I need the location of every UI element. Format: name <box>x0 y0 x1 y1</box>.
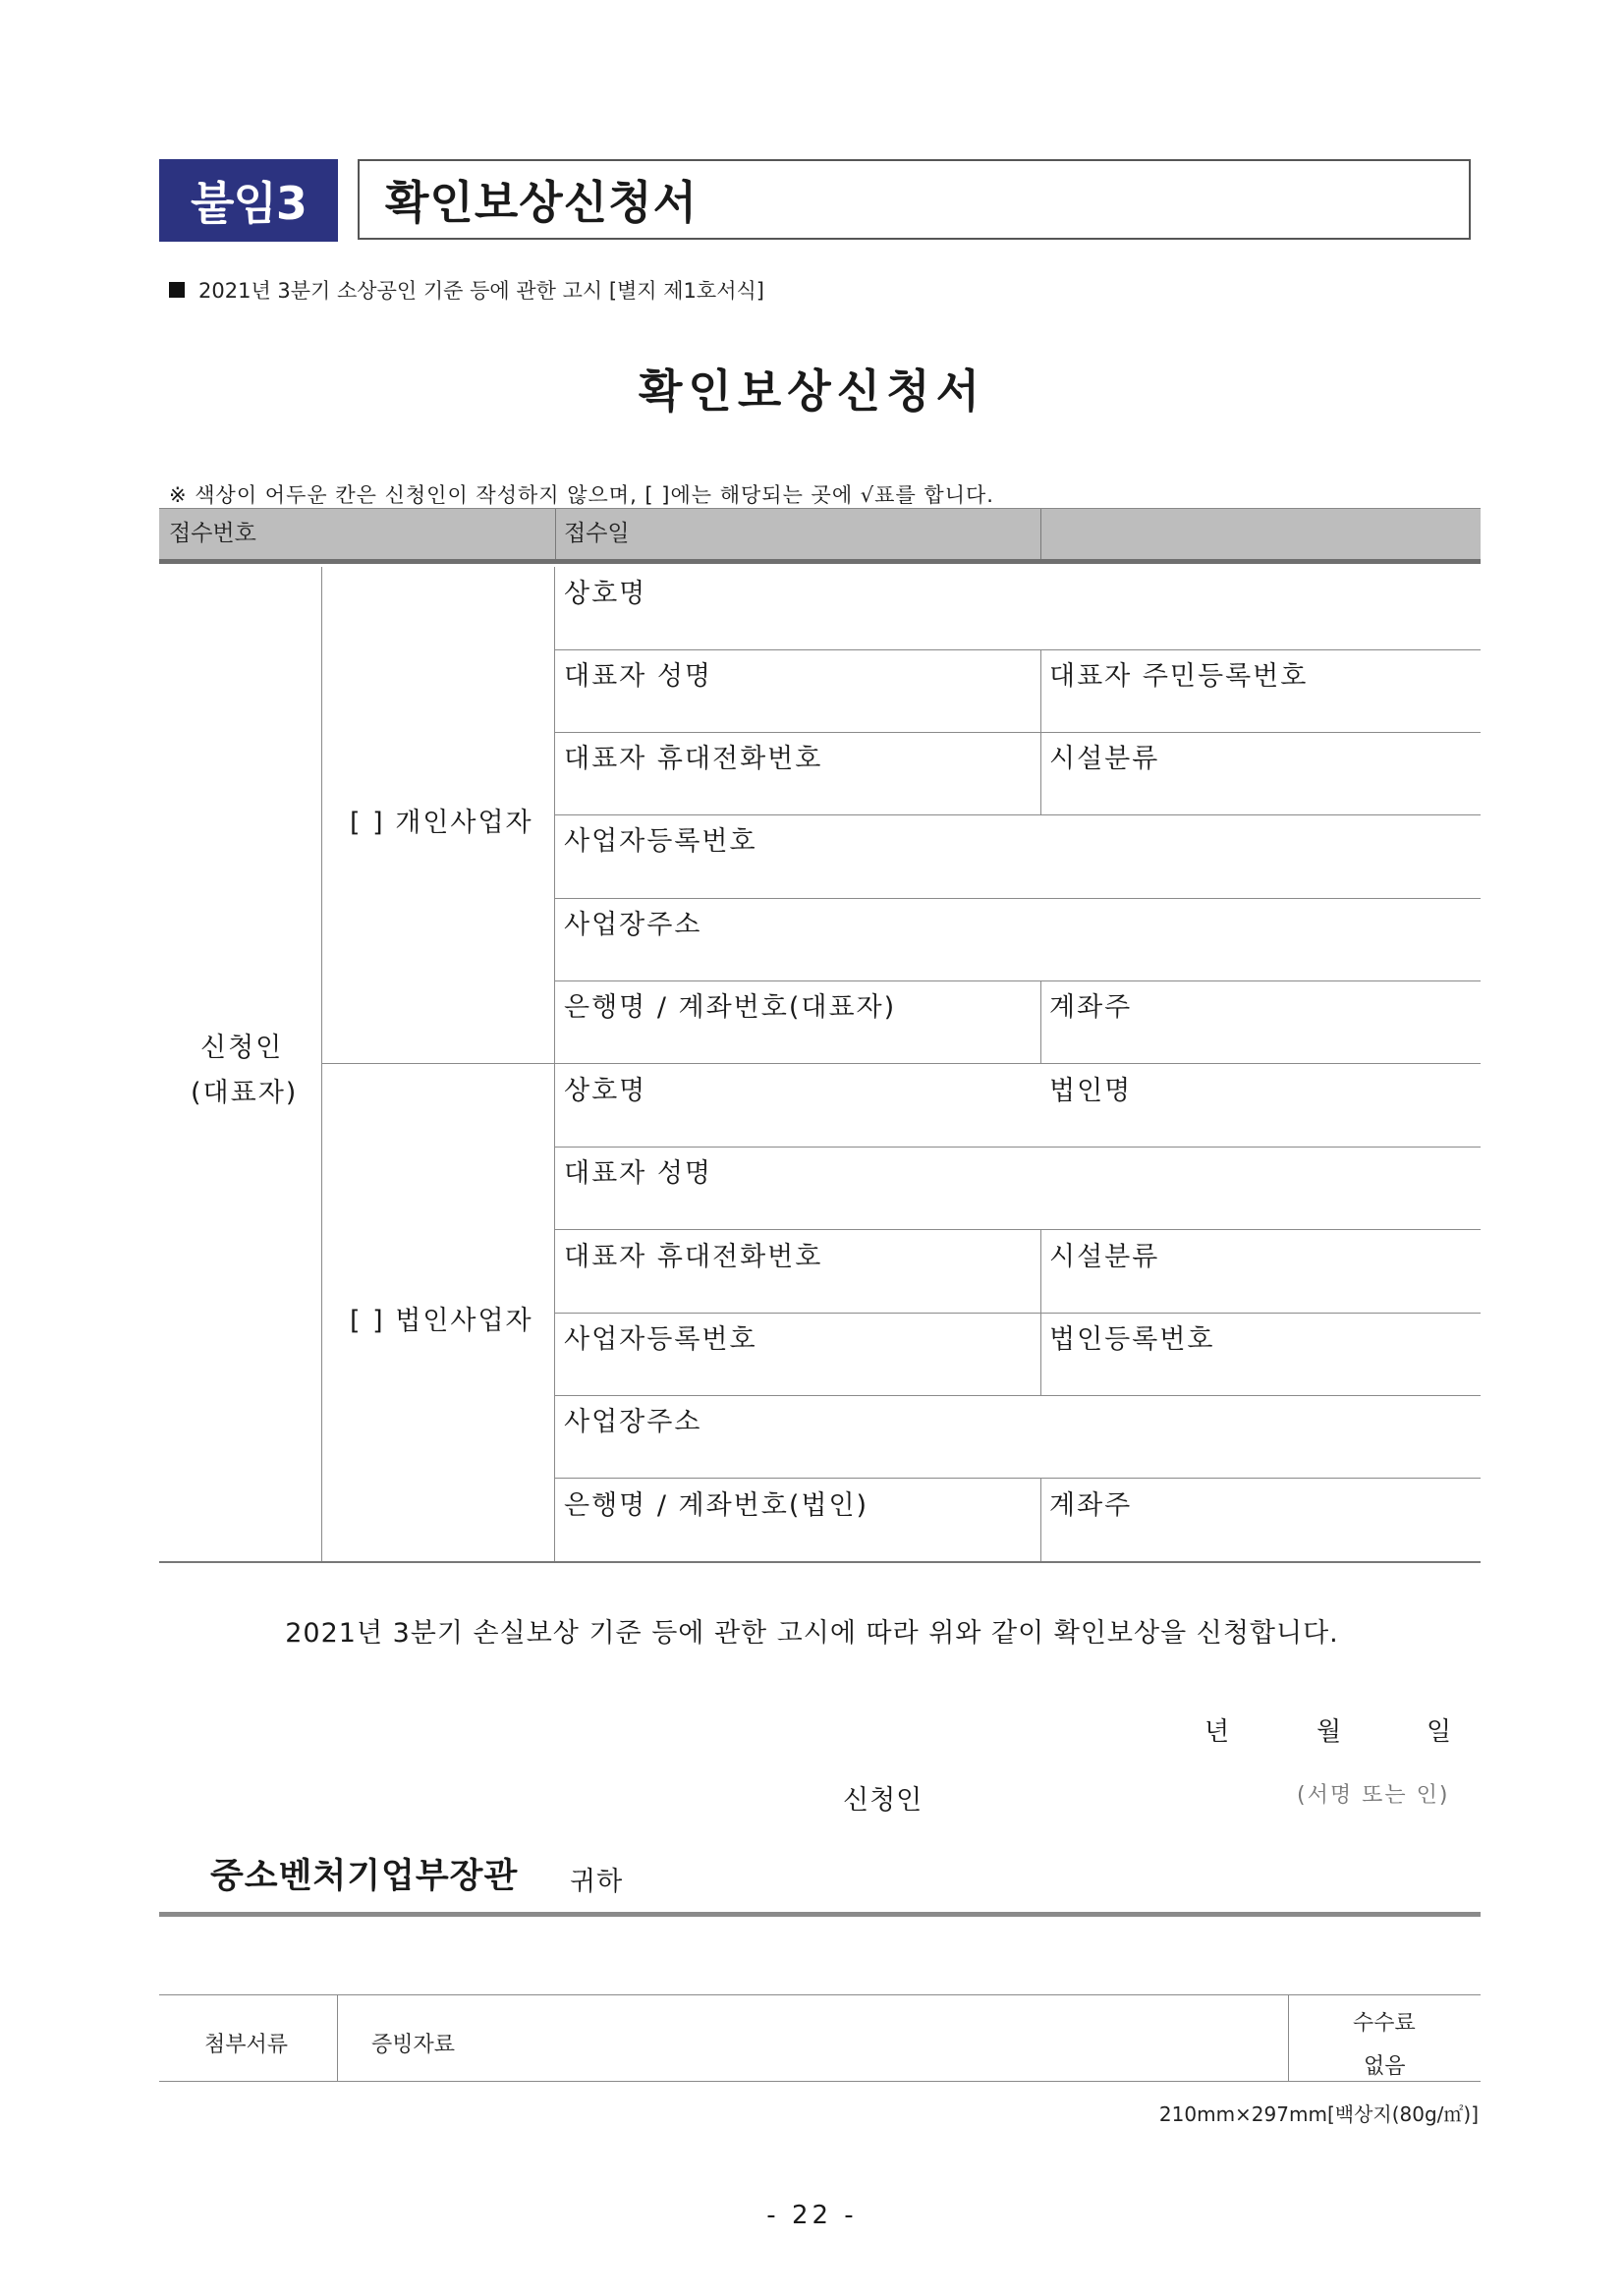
individual-account-holder-field[interactable]: 계좌주 <box>1049 992 1133 1023</box>
individual-trade-name-field[interactable]: 상호명 <box>564 579 647 609</box>
header-rule <box>159 559 1481 564</box>
fee-value: 없음 <box>1364 2054 1406 2079</box>
signature-field[interactable]: (서명 또는 인) <box>1297 1783 1450 1808</box>
individual-business-checkbox[interactable]: [ ] 개인사업자 <box>350 808 533 838</box>
corporate-rep-phone-field[interactable]: 대표자 휴대전화번호 <box>564 1242 823 1272</box>
attachments-label: 첨부서류 <box>204 2033 289 2057</box>
table-rule <box>159 2081 1481 2082</box>
date-month-label[interactable]: 월 <box>1316 1717 1342 1747</box>
table-divider <box>1288 1994 1289 2081</box>
corporate-account-holder-field[interactable]: 계좌주 <box>1049 1490 1133 1521</box>
receipt-number-label: 접수번호 <box>169 521 256 546</box>
table-rule <box>554 1229 1481 1230</box>
corporate-bank-account-field[interactable]: 은행명 / 계좌번호(법인) <box>564 1490 869 1521</box>
individual-rep-resident-no-field[interactable]: 대표자 주민등록번호 <box>1049 661 1309 692</box>
individual-business-reg-no-field[interactable]: 사업자등록번호 <box>564 826 757 857</box>
corporate-rep-name-field[interactable]: 대표자 성명 <box>564 1158 712 1189</box>
corporate-name-field[interactable]: 법인명 <box>1049 1076 1133 1106</box>
recipient-rule <box>159 1912 1481 1917</box>
paper-spec: 210mm×297mm[백상지(80g/㎡)] <box>1158 2102 1479 2126</box>
individual-business-address-field[interactable]: 사업장주소 <box>564 910 702 940</box>
recipient-suffix: 귀하 <box>570 1867 624 1897</box>
applicant-label: 신청인 <box>200 1033 284 1063</box>
table-rule <box>554 649 1481 650</box>
table-rule <box>554 898 1481 899</box>
table-bottom-rule <box>159 1561 1481 1563</box>
reference-text: 2021년 3분기 소상공인 기준 등에 관한 고시 [별지 제1호서식] <box>198 279 764 303</box>
table-rule <box>554 732 1481 733</box>
fee-label: 수수료 <box>1353 2011 1416 2036</box>
corporate-trade-name-field[interactable]: 상호명 <box>564 1076 647 1106</box>
reference-line <box>169 275 764 305</box>
appendix-badge: 붙임3 <box>159 159 338 242</box>
table-divider <box>337 1994 338 2081</box>
table-rule <box>554 980 1481 981</box>
table-rule <box>321 1063 1481 1064</box>
divider <box>555 509 556 560</box>
individual-bank-account-field[interactable]: 은행명 / 계좌번호(대표자) <box>564 992 897 1023</box>
table-rule <box>554 1478 1481 1479</box>
table-divider <box>1040 980 1041 1063</box>
divider <box>1040 509 1041 560</box>
black-square-icon <box>169 282 185 298</box>
table-rule <box>554 814 1481 815</box>
table-rule <box>159 1994 1481 1995</box>
individual-rep-phone-field[interactable]: 대표자 휴대전화번호 <box>564 744 823 774</box>
table-rule <box>554 1313 1481 1314</box>
table-divider <box>321 567 322 1561</box>
appendix-title: 확인보상신청서 <box>358 159 1471 240</box>
individual-facility-class-field[interactable]: 시설분류 <box>1049 744 1160 774</box>
corporate-reg-no-field[interactable]: 법인등록번호 <box>1049 1324 1215 1355</box>
individual-rep-name-field[interactable]: 대표자 성명 <box>564 661 712 692</box>
date-year-label[interactable]: 년 <box>1204 1717 1230 1747</box>
table-divider <box>554 567 555 1561</box>
receipt-date-label: 접수일 <box>564 521 630 546</box>
table-divider <box>1040 1478 1041 1561</box>
receipt-bar <box>159 508 1481 559</box>
recipient-name: 중소벤처기업부장관 <box>210 1857 519 1896</box>
corporate-business-address-field[interactable]: 사업장주소 <box>564 1407 702 1437</box>
instruction-note: ※ 색상이 어두운 칸은 신청인이 작성하지 않으며, [ ]에는 해당되는 곳에 √표를 합니다. <box>169 483 994 507</box>
applicant-label-sub: (대표자) <box>191 1078 299 1108</box>
table-rule <box>554 1395 1481 1396</box>
page-number: - 22 - <box>766 2201 858 2230</box>
declaration-text: 2021년 3분기 손실보상 기준 등에 관한 고시에 따라 위와 같이 확인보상을 신청합니다. <box>285 1618 1339 1649</box>
attachments-content: 증빙자료 <box>371 2033 456 2057</box>
signature-applicant-label: 신청인 <box>843 1785 924 1816</box>
corporate-business-checkbox[interactable]: [ ] 법인사업자 <box>350 1306 533 1336</box>
table-rule <box>554 1147 1481 1148</box>
form-title: 확인보상신청서 <box>638 364 986 418</box>
corporate-business-reg-no-field[interactable]: 사업자등록번호 <box>564 1324 757 1355</box>
corporate-facility-class-field[interactable]: 시설분류 <box>1049 1242 1160 1272</box>
date-day-label[interactable]: 일 <box>1427 1717 1452 1747</box>
